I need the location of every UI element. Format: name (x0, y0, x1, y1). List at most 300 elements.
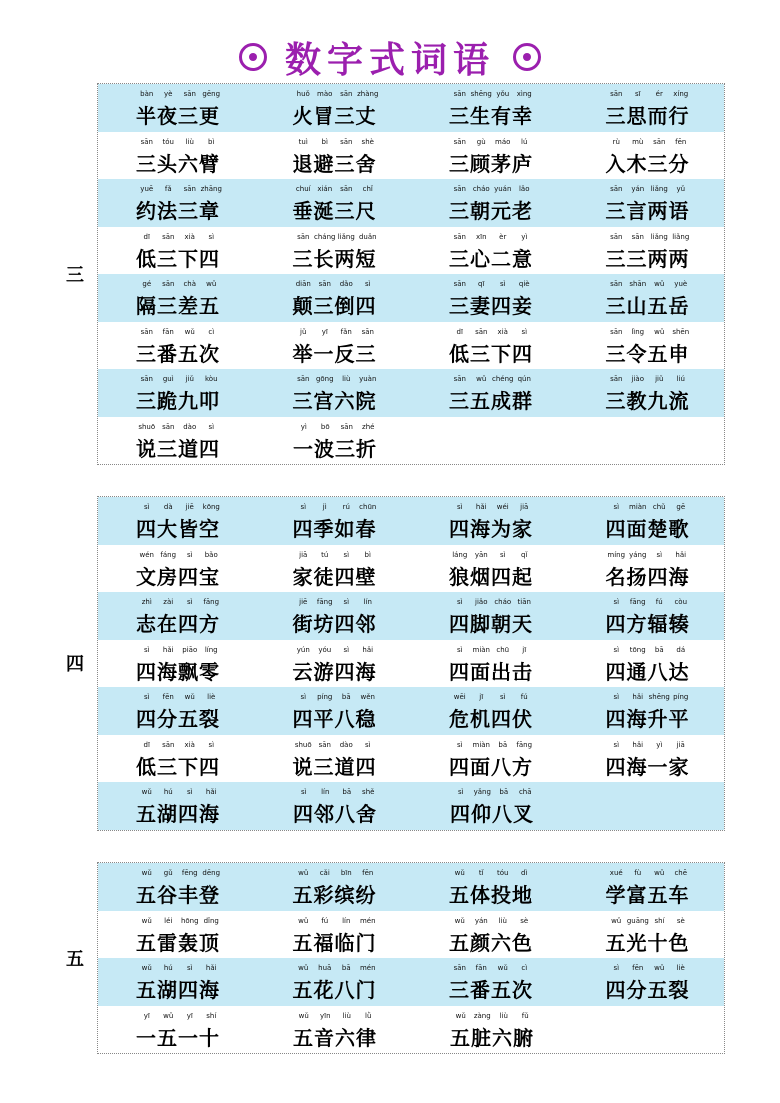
circle-bullet-icon (513, 43, 541, 71)
idiom-pinyin (136, 1012, 222, 1020)
idiom-word: 三跪九叩 (136, 389, 220, 413)
idiom-word: 四季如春 (292, 517, 377, 541)
pinyin-syllable: mén (359, 964, 376, 972)
pinyin-syllable: cháo (472, 185, 490, 193)
pinyin-syllable: hōng (180, 916, 199, 925)
pinyin-syllable: yuē (140, 185, 154, 193)
pinyin-syllable: yǔ (676, 185, 686, 193)
pinyin-syllable: sān (610, 280, 623, 288)
pinyin-syllable: fēn (675, 137, 687, 146)
pinyin-syllable: sì (521, 327, 528, 336)
pinyin-syllable: sān (453, 185, 466, 193)
idiom-cell (98, 863, 255, 911)
pinyin-syllable: wǔ (476, 375, 487, 383)
idiom-row (98, 369, 724, 417)
pinyin-syllable: píng (317, 693, 333, 701)
pinyin-syllable: kōng (202, 503, 220, 511)
pinyin-syllable: shí (206, 1011, 217, 1020)
idiom-cell (411, 227, 568, 275)
pinyin-syllable: fēn (632, 964, 644, 972)
idiom-cell (98, 274, 255, 322)
idiom-row (98, 132, 724, 180)
idiom-cell (568, 545, 725, 593)
idiom-word: 家徒四壁 (292, 564, 377, 589)
pinyin-syllable: sān (610, 90, 623, 98)
pinyin-syllable: dī (456, 327, 463, 336)
pinyin-syllable: miàn (629, 503, 647, 511)
pinyin-syllable: chéng (492, 375, 514, 383)
idiom-row (98, 322, 724, 370)
pinyin-syllable: cǎi (319, 869, 330, 877)
idiom-word: 四海飘零 (136, 659, 220, 684)
idiom-cell (411, 640, 568, 688)
idiom-cell (98, 687, 255, 735)
pinyin-syllable: bā (654, 645, 664, 654)
idiom-row (98, 227, 724, 275)
pinyin-syllable: fú (321, 916, 329, 925)
pinyin-syllable: kòu (204, 375, 218, 383)
idiom-row (98, 274, 724, 322)
pinyin-syllable: yán (474, 916, 488, 925)
idiom-cell (568, 958, 725, 1006)
pinyin-syllable: tōng (629, 645, 646, 654)
idiom-word: 四大皆空 (136, 517, 220, 541)
idiom-pinyin (293, 375, 379, 383)
idiom-word: 三长两短 (292, 246, 377, 271)
pinyin-syllable: zài (163, 598, 174, 606)
idiom-pinyin (136, 375, 222, 383)
pinyin-syllable: jiǎo (475, 598, 488, 606)
idiom-pinyin (606, 328, 692, 336)
pinyin-syllable: yuán (494, 185, 512, 193)
pinyin-syllable: sì (364, 280, 371, 288)
pinyin-syllable: jiǔ (185, 375, 194, 383)
pinyin-syllable: liǎng (650, 185, 668, 193)
pinyin-syllable: jiā (676, 740, 685, 749)
pinyin-syllable: dào (183, 422, 197, 431)
pinyin-syllable: sān (318, 280, 331, 288)
idiom-row (98, 417, 724, 465)
pinyin-syllable: huā (318, 964, 332, 972)
idiom-word: 文房四宝 (136, 564, 220, 589)
idiom-cell (568, 863, 725, 911)
pinyin-syllable: shēng (470, 90, 492, 98)
pinyin-syllable: sān (453, 232, 466, 241)
pinyin-syllable: hǎi (475, 503, 487, 511)
idiom-cell (411, 322, 568, 370)
idiom-cell (98, 132, 255, 180)
idiom-cell (568, 640, 725, 688)
pinyin-syllable: hǎi (632, 740, 644, 749)
pinyin-syllable: sì (186, 964, 193, 972)
idiom-cell (255, 735, 412, 783)
idiom-cell (411, 274, 568, 322)
pinyin-syllable: wǔ (206, 280, 217, 288)
pinyin-syllable: miàn (472, 740, 490, 749)
idiom-cell (568, 911, 725, 959)
pinyin-syllable: mào (317, 90, 333, 98)
pinyin-syllable: cháng (314, 232, 336, 241)
pinyin-syllable: wǔ (298, 916, 309, 925)
idiom-row (98, 911, 724, 959)
pinyin-syllable: gōng (315, 375, 334, 383)
pinyin-syllable: sì (499, 693, 506, 701)
idiom-cell (568, 735, 725, 783)
pinyin-syllable: guāng (626, 916, 649, 925)
idiom-pinyin (449, 90, 535, 98)
pinyin-syllable: gē (676, 503, 686, 511)
idiom-cell (568, 84, 725, 132)
idiom-pinyin (606, 917, 692, 925)
pinyin-syllable: yì (521, 232, 528, 241)
pinyin-syllable: gù (476, 137, 486, 146)
pinyin-syllable: máo (495, 137, 511, 146)
idiom-pinyin (606, 280, 692, 288)
idiom-row (98, 735, 724, 783)
pinyin-syllable: dào (339, 740, 353, 749)
pinyin-syllable: sān (140, 375, 153, 383)
idiom-pinyin (136, 90, 222, 98)
pinyin-syllable: yán (631, 185, 645, 193)
pinyin-syllable: fú (655, 598, 663, 606)
pinyin-syllable: wén (139, 550, 154, 559)
pinyin-syllable: xián (317, 185, 333, 193)
pinyin-syllable: liè (207, 693, 216, 701)
pinyin-syllable: píng (673, 693, 689, 701)
idiom-word: 说三道四 (292, 754, 377, 779)
idiom-pinyin (136, 598, 222, 606)
idiom-word: 低三下四 (136, 754, 220, 779)
pinyin-syllable: sè (520, 916, 529, 925)
pinyin-syllable: wǔ (163, 1011, 174, 1020)
idiom-word: 五湖四海 (136, 802, 220, 826)
idiom-word: 三头六臂 (136, 151, 220, 176)
pinyin-syllable: sān (318, 740, 331, 749)
pinyin-syllable: sì (208, 422, 215, 431)
idiom-pinyin (293, 964, 379, 972)
pinyin-syllable: fāng (203, 598, 220, 606)
pinyin-syllable: jǔ (300, 327, 307, 336)
idiom-word: 四分五裂 (605, 978, 690, 1002)
pinyin-syllable: yè (164, 90, 173, 98)
section-label: 四 (66, 654, 84, 676)
pinyin-syllable: fáng (160, 550, 177, 559)
idiom-pinyin (606, 90, 692, 98)
idiom-cell (255, 687, 412, 735)
idiom-pinyin (293, 503, 379, 511)
idiom-pinyin (136, 280, 222, 288)
pinyin-syllable: shí (654, 916, 665, 925)
idiom-cell (255, 84, 412, 132)
idiom-pinyin (449, 551, 535, 559)
idiom-pinyin (136, 917, 222, 925)
idiom-word: 说三道四 (136, 436, 220, 461)
pinyin-syllable: lǜ (365, 1011, 372, 1020)
idiom-word: 四海一家 (605, 754, 690, 779)
pinyin-syllable: guì (162, 375, 174, 383)
pinyin-syllable: sān (453, 375, 466, 383)
idiom-pinyin (136, 233, 222, 241)
idiom-pinyin (136, 423, 222, 431)
pinyin-syllable: gǔ (163, 869, 173, 877)
idiom-cell (98, 497, 255, 545)
idiom-cell (568, 497, 725, 545)
idiom-row (98, 592, 724, 640)
pinyin-syllable: gēng (202, 90, 221, 98)
pinyin-syllable: fù (634, 869, 642, 877)
pinyin-syllable: sì (186, 550, 193, 559)
pinyin-syllable: wǔ (654, 964, 665, 972)
pinyin-syllable: dī (143, 232, 150, 241)
pinyin-syllable: sān (453, 964, 466, 972)
idiom-word: 志在四方 (136, 612, 220, 636)
pinyin-syllable: lú (521, 137, 528, 146)
idiom-word: 三言两语 (605, 199, 690, 223)
idiom-pinyin (293, 788, 379, 796)
pinyin-syllable: sān (361, 327, 374, 336)
idiom-pinyin (293, 646, 379, 654)
pinyin-syllable: lín (321, 788, 330, 796)
idiom-word: 四分五裂 (136, 707, 220, 731)
pinyin-syllable: liǎng (650, 232, 668, 241)
idiom-word: 一五一十 (136, 1025, 220, 1050)
pinyin-syllable: léi (164, 916, 173, 925)
pinyin-syllable: sì (613, 503, 620, 511)
pinyin-syllable: sì (186, 788, 193, 796)
pinyin-syllable: sì (456, 740, 463, 749)
pinyin-syllable: liú (676, 375, 685, 383)
pinyin-syllable: fǎ (164, 185, 172, 193)
pinyin-syllable: rú (342, 503, 350, 511)
pinyin-syllable: yī (143, 1011, 150, 1020)
idiom-pinyin (606, 375, 692, 383)
pinyin-syllable: liǎng (672, 232, 690, 241)
idiom-word: 垂涎三尺 (292, 199, 377, 223)
idiom-word: 三顾茅庐 (449, 151, 533, 176)
idiom-pinyin (136, 551, 222, 559)
idiom-word: 低三下四 (449, 341, 533, 366)
idiom-pinyin (293, 598, 379, 606)
pinyin-syllable: sì (656, 550, 663, 559)
idiom-cell (255, 640, 412, 688)
pinyin-syllable: sān (610, 185, 623, 193)
idiom-cell (411, 369, 568, 417)
pinyin-syllable: chuí (295, 185, 311, 193)
idiom-word: 四仰八叉 (450, 802, 534, 826)
pinyin-syllable: yīn (319, 1011, 331, 1020)
pinyin-syllable: bīn (340, 869, 352, 877)
idiom-word: 三宫六院 (292, 389, 377, 413)
idiom-word: 五湖四海 (136, 978, 220, 1002)
idiom-word: 五谷丰登 (136, 883, 220, 907)
pinyin-syllable: wěn (360, 693, 375, 701)
pinyin-syllable: mù (632, 137, 644, 146)
pinyin-syllable: jī (479, 693, 484, 701)
pinyin-syllable: fēn (162, 693, 174, 701)
section-label: 三 (66, 265, 84, 286)
idiom-pinyin (449, 693, 535, 701)
pinyin-syllable: yǒu (496, 90, 510, 98)
idiom-word: 约法三章 (136, 199, 220, 223)
pinyin-syllable: gé (142, 280, 152, 288)
pinyin-syllable: rù (612, 137, 620, 146)
idiom-pinyin (293, 280, 379, 288)
idiom-cell (568, 369, 725, 417)
idiom-pinyin (136, 185, 222, 193)
pinyin-syllable: xué (609, 869, 623, 877)
idiom-pinyin (136, 869, 222, 877)
pinyin-syllable: èr (499, 232, 507, 241)
idiom-pinyin (293, 423, 379, 431)
pinyin-syllable: zàng (473, 1011, 491, 1020)
idiom-word: 三山五岳 (605, 294, 690, 318)
pinyin-syllable: chā (518, 788, 532, 796)
pinyin-syllable: huǒ (296, 90, 310, 98)
idiom-word: 街坊四邻 (292, 612, 377, 636)
pinyin-syllable: shě (362, 788, 375, 796)
pinyin-syllable: dǐng (203, 916, 219, 925)
pinyin-syllable: chū (496, 645, 510, 654)
pinyin-syllable: jì (322, 503, 327, 511)
idiom-pinyin (293, 328, 379, 336)
pinyin-syllable: sān (610, 375, 623, 383)
idiom-word: 低三下四 (136, 246, 220, 271)
pinyin-syllable: sì (143, 645, 150, 654)
pinyin-syllable: jiǔ (655, 375, 664, 383)
pinyin-syllable: bā (498, 740, 508, 749)
idiom-cell (411, 497, 568, 545)
pinyin-syllable: fēng (181, 869, 198, 877)
idiom-word: 举一反三 (292, 341, 377, 366)
pinyin-syllable: zhàng (357, 90, 379, 98)
pinyin-syllable: sì (208, 740, 215, 749)
pinyin-syllable: dǎo (339, 280, 353, 288)
pinyin-syllable: sì (364, 740, 371, 749)
pinyin-syllable: hú (163, 964, 173, 972)
idiom-pinyin (449, 328, 535, 336)
pinyin-syllable: miàn (472, 645, 490, 654)
pinyin-syllable: sān (340, 422, 353, 431)
pinyin-syllable: yī (321, 327, 328, 336)
pinyin-syllable: jiē (185, 503, 194, 511)
idiom-cell (255, 417, 412, 465)
pinyin-syllable: yī (186, 1011, 193, 1020)
pinyin-syllable: sān (140, 137, 153, 146)
idiom-word: 云游四海 (292, 659, 377, 684)
pinyin-syllable: fú (520, 693, 528, 701)
pinyin-syllable: fāng (316, 598, 333, 606)
idiom-section (97, 496, 725, 831)
pinyin-syllable: sì (300, 503, 307, 511)
idiom-word: 三三两两 (605, 246, 690, 271)
idiom-pinyin (293, 1012, 379, 1020)
pinyin-syllable: shēn (672, 327, 690, 336)
idiom-cell (411, 179, 568, 227)
idiom-word: 四平八稳 (292, 707, 377, 731)
pinyin-syllable: wǔ (141, 869, 152, 877)
idiom-pinyin (449, 964, 535, 972)
idiom-pinyin (449, 598, 535, 606)
pinyin-syllable: qī (478, 280, 485, 288)
pinyin-syllable: xià (497, 327, 508, 336)
idiom-row (98, 179, 724, 227)
idiom-word: 四脚朝天 (449, 612, 533, 636)
pinyin-syllable: dà (163, 503, 173, 511)
idiom-word: 三教九流 (605, 389, 690, 413)
idiom-word: 五脏六腑 (450, 1025, 534, 1050)
pinyin-syllable: wǔ (298, 869, 309, 877)
pinyin-syllable: bì (208, 137, 215, 146)
idiom-word: 狼烟四起 (449, 564, 533, 589)
pinyin-syllable: sān (340, 90, 353, 98)
pinyin-syllable: zhé (362, 422, 375, 431)
pinyin-syllable: sān (453, 280, 466, 288)
pinyin-syllable: sān (162, 280, 175, 288)
idiom-cell (255, 274, 412, 322)
pinyin-syllable: wǔ (454, 916, 465, 925)
idiom-pinyin (293, 90, 379, 98)
pinyin-syllable: sì (613, 645, 620, 654)
idiom-section (97, 83, 725, 465)
pinyin-syllable: sì (499, 550, 506, 559)
pinyin-syllable: sān (610, 327, 623, 336)
pinyin-syllable: yì (656, 740, 663, 749)
pinyin-syllable: yì (300, 422, 307, 431)
idiom-cell (255, 322, 412, 370)
pinyin-syllable: tǐ (478, 869, 484, 877)
pinyin-syllable: yún (296, 645, 310, 654)
idiom-word: 五光十色 (605, 930, 690, 955)
pinyin-syllable: sì (208, 232, 215, 241)
pinyin-syllable: tiān (517, 598, 531, 606)
pinyin-syllable: lǎo (518, 185, 530, 193)
pinyin-syllable: wǔ (654, 280, 665, 288)
idiom-pinyin (606, 185, 692, 193)
idiom-pinyin (450, 788, 536, 796)
idiom-word: 入木三分 (605, 151, 690, 176)
pinyin-syllable: dēng (202, 869, 221, 877)
pinyin-syllable: sì (300, 788, 307, 796)
idiom-cell (98, 322, 255, 370)
pinyin-syllable: láng (452, 550, 468, 559)
idiom-word: 三思而行 (605, 104, 690, 128)
idiom-pinyin (449, 741, 535, 749)
pinyin-syllable: sì (456, 598, 463, 606)
pinyin-syllable: fāng (629, 598, 646, 606)
pinyin-syllable: liǎng (337, 232, 355, 241)
pinyin-syllable: sì (613, 964, 620, 972)
pinyin-syllable: hǎi (362, 645, 374, 654)
idiom-pinyin (606, 741, 692, 749)
pinyin-syllable: bā (341, 964, 351, 972)
pinyin-syllable: xīn (475, 232, 487, 241)
pinyin-syllable: cì (521, 964, 528, 972)
pinyin-syllable: wǔ (497, 964, 508, 972)
pinyin-syllable: shuō (138, 422, 156, 431)
pinyin-syllable: qǐ (521, 550, 528, 559)
pinyin-syllable: wǔ (141, 916, 152, 925)
idiom-pinyin (293, 917, 379, 925)
pinyin-syllable: chǐ (362, 185, 373, 193)
idiom-pinyin (136, 503, 222, 511)
idiom-cell (568, 322, 725, 370)
pinyin-syllable: xìng (516, 90, 532, 98)
idiom-pinyin (136, 741, 222, 749)
idiom-cell (255, 179, 412, 227)
pinyin-syllable: sān (453, 90, 466, 98)
idiom-word: 五彩缤纷 (292, 883, 377, 907)
idiom-cell (98, 911, 255, 959)
